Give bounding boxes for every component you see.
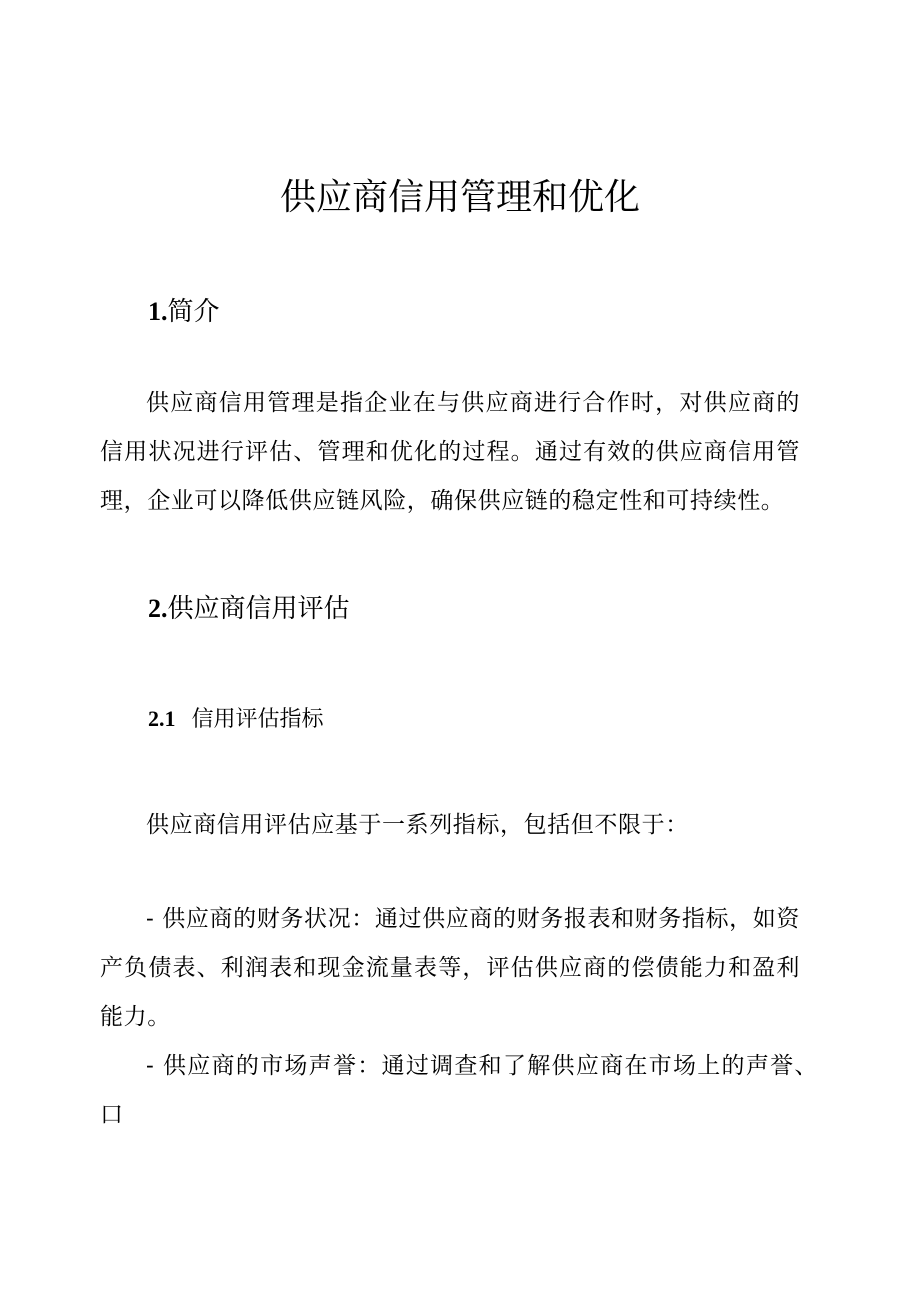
section-number: 1. — [148, 297, 168, 326]
document-title: 供应商信用管理和优化 — [279, 177, 640, 218]
list-item-financial-status: - 供应商的财务状况：通过供应商的财务报表和财务指标，如资产负债表、利润表和现金流量表等，评估供应商的偿债能力和盈利能力。 — [100, 906, 800, 1030]
list-item-market-reputation: - 供应商的市场声誉：通过调查和了解供应商在市场上的声誉、口 — [100, 1053, 818, 1128]
subsection-heading-indicators — [148, 704, 324, 735]
section-heading-intro — [148, 295, 220, 329]
section-title: 供应商信用评估 — [167, 594, 350, 624]
section-number: 2. — [148, 594, 168, 623]
section-heading-credit-assessment — [148, 592, 350, 626]
subsection-title: 信用评估指标 — [191, 707, 324, 732]
section-title: 简介 — [167, 297, 220, 327]
paragraph-indicators-intro: 供应商信用评估应基于一系列指标，包括但不限于： — [146, 812, 689, 838]
paragraph-intro: 供应商信用管理是指企业在与供应商进行合作时，对供应商的信用状况进行评估、管理和优化的过程。通过有效的供应商信用管理，企业可以降低供应链风险，确保供应链的稳定性和可持续性。 — [100, 390, 800, 514]
subsection-number: 2.1 — [148, 706, 176, 731]
